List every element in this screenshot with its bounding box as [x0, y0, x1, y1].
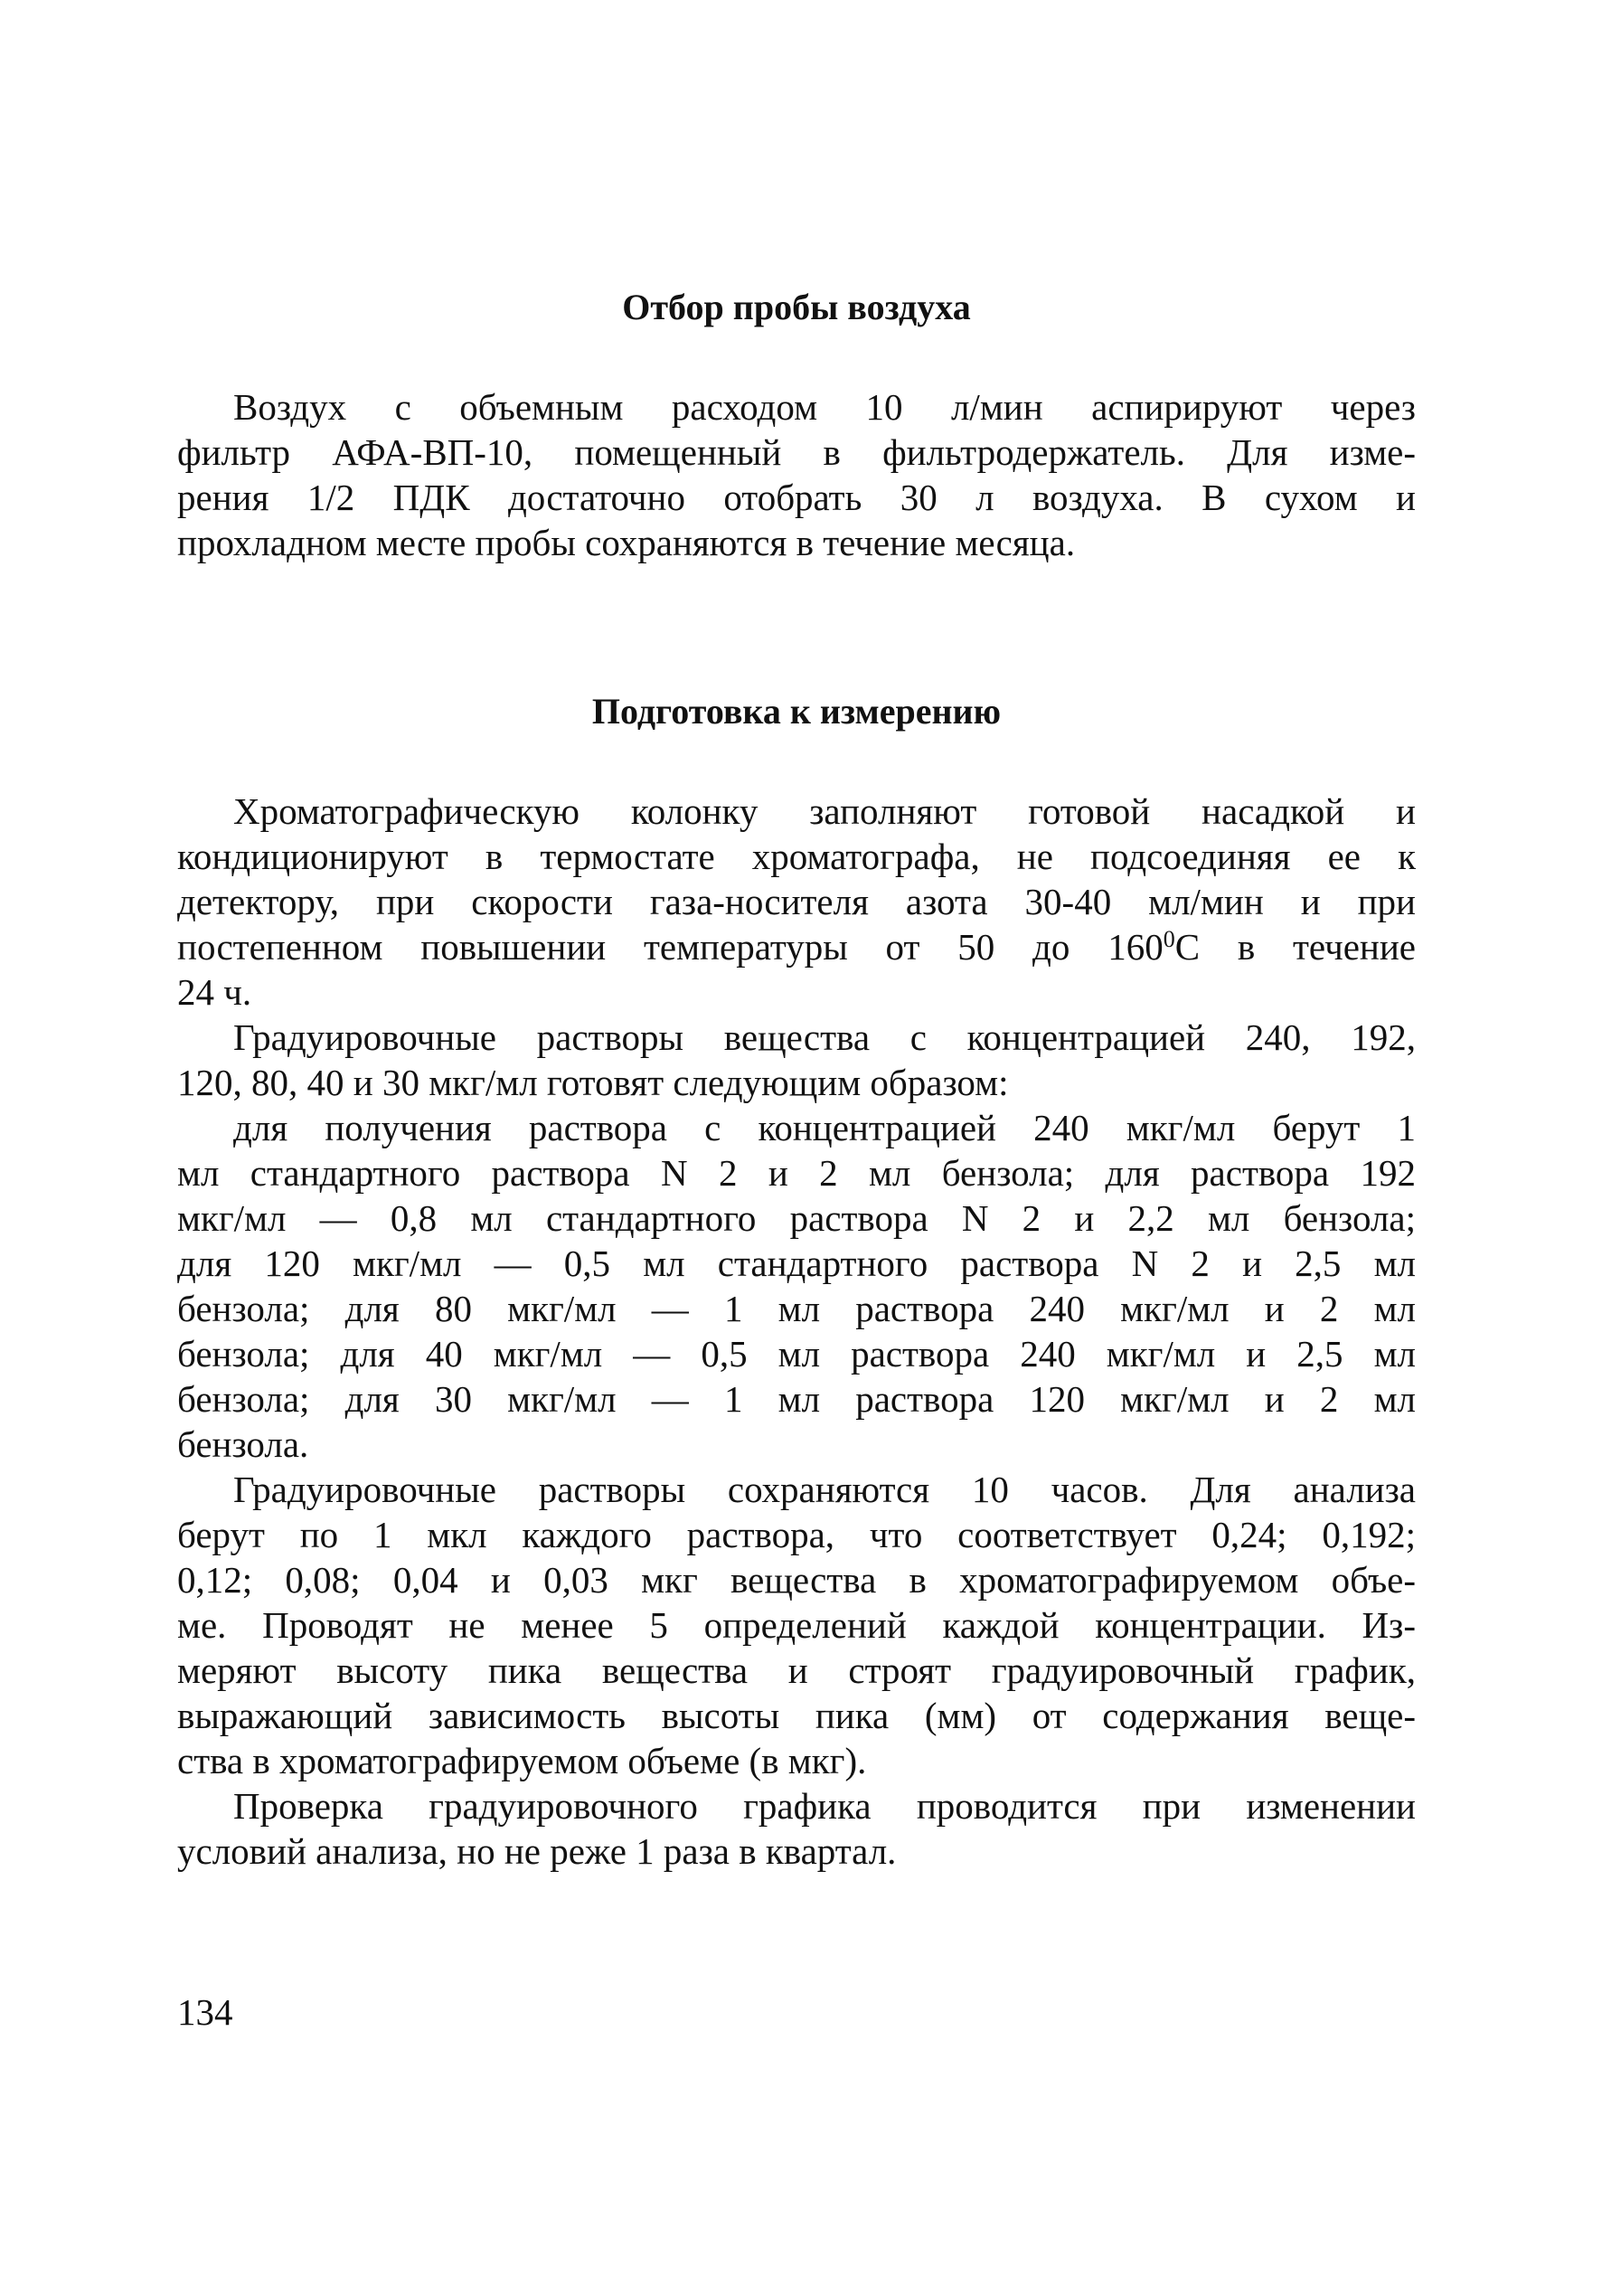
text-line: бензола; для 80 мкг/мл — 1 мл раствора 240 мкг/мл и 2 мл: [177, 1288, 1416, 1329]
paragraph-calibration-graph: [177, 1467, 1416, 1783]
text-line: ства в хроматографируемом объеме (в мкг).: [177, 1740, 867, 1781]
text-line: бензола; для 40 мкг/мл — 0,5 мл раствора 240 мкг/мл и 2,5 мл: [177, 1333, 1416, 1375]
text-line: 120, 80, 40 и 30 мкг/мл готовят следующим образом:: [177, 1062, 1009, 1103]
degree-superscript: 0: [1163, 926, 1175, 952]
text-line: условий анализа, но не реже 1 раза в квартал.: [177, 1830, 897, 1872]
text-line: фильтр АФА-ВП-10, помещенный в фильтродержатель. Для изме-: [177, 431, 1416, 473]
text-line: берут по 1 мкл каждого раствора, что соответствует 0,24; 0,192;: [177, 1514, 1416, 1555]
section-title-air-sampling: Отбор пробы воздуха: [622, 287, 971, 327]
page-number: 134: [177, 1991, 233, 2033]
text-line-with-superscript: [177, 924, 1416, 969]
text-fragment: постепенном повышении температуры от 50 до 160: [177, 926, 1164, 968]
text-line: меряют высоту пика вещества и строят градуировочный график,: [177, 1649, 1416, 1691]
text-line: детектору, при скорости газа-носителя азота 30-40 мл/мин и при: [177, 881, 1416, 922]
text-line: Градуировочные растворы вещества с концентрацией 240, 192,: [233, 1016, 1416, 1058]
paragraph-calibration-solutions: [177, 1015, 1416, 1105]
text-line: Градуировочные растворы сохраняются 10 часов. Для анализа: [233, 1469, 1416, 1510]
text-line: ме. Проводят не менее 5 определений каждой концентрации. Из-: [177, 1604, 1416, 1646]
text-line: прохладном месте пробы сохраняются в течение месяца.: [177, 522, 1076, 563]
text-line: 24 ч.: [177, 971, 252, 1013]
text-line: выражающий зависимость высоты пика (мм) от содержания веще-: [177, 1695, 1416, 1736]
paragraph-solution-preparation: [177, 1105, 1416, 1467]
paragraph-air-sampling: [177, 384, 1416, 565]
text-line: Проверка градуировочного графика проводится при изменении: [233, 1785, 1416, 1827]
text-line: кондиционируют в термостате хроматографа, не подсоединяя ее к: [177, 836, 1416, 877]
text-line: 0,12; 0,08; 0,04 и 0,03 мкг вещества в хроматографируемом объе-: [177, 1559, 1416, 1601]
text-line: Воздух с объемным расходом 10 л/мин аспирируют через: [233, 386, 1416, 428]
text-line: для получения раствора с концентрацией 240 мкг/мл берут 1: [233, 1107, 1416, 1148]
text-line: Хроматографическую колонку заполняют готовой насадкой и: [233, 790, 1416, 832]
paragraph-column-conditioning: [177, 789, 1416, 1015]
text-line: бензола; для 30 мкг/мл — 1 мл раствора 120 мкг/мл и 2 мл: [177, 1378, 1416, 1420]
paragraph-graph-verification: [177, 1783, 1416, 1874]
text-fragment: С в течение: [1174, 926, 1416, 968]
text-line: рения 1/2 ПДК достаточно отобрать 30 л воздуха. В сухом и: [177, 477, 1416, 518]
text-line: мкг/мл — 0,8 мл стандартного раствора N 2 и 2,2 мл бензола;: [177, 1197, 1416, 1239]
text-line: мл стандартного раствора N 2 и 2 мл бензола; для раствора 192: [177, 1152, 1416, 1194]
text-line: для 120 мкг/мл — 0,5 мл стандартного раствора N 2 и 2,5 мл: [177, 1242, 1416, 1284]
section-title-measurement-prep: Подготовка к измерению: [591, 691, 1002, 732]
text-line: бензола.: [177, 1423, 309, 1465]
